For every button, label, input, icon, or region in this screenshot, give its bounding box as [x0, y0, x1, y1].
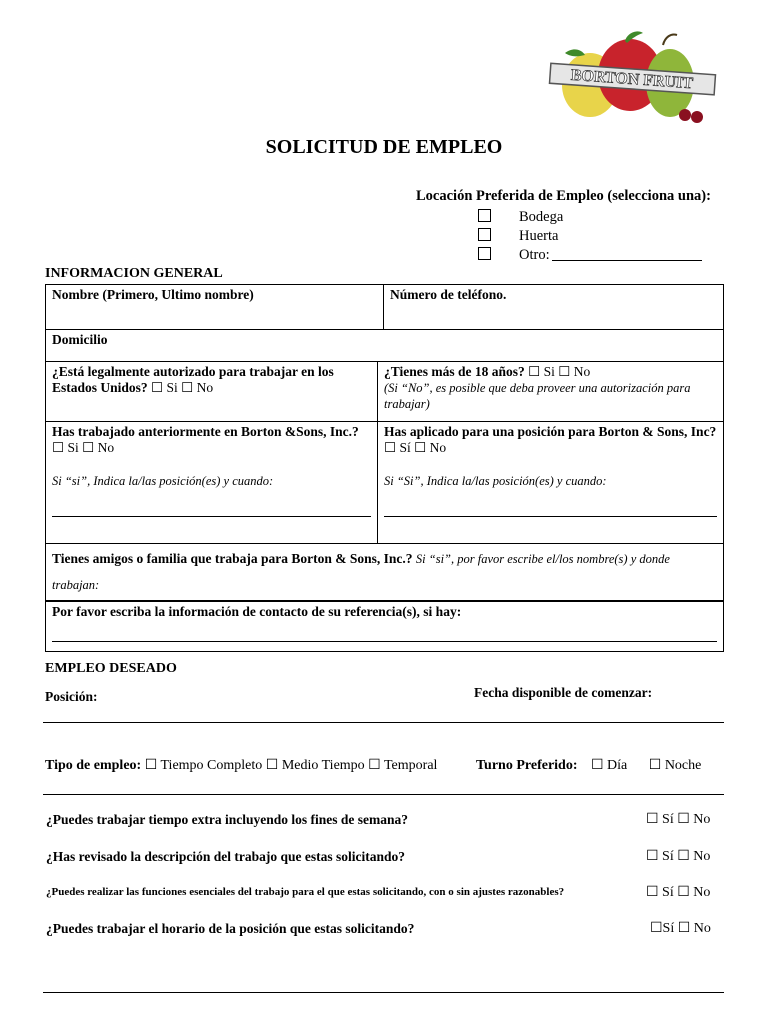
- bottom-divider: [43, 992, 724, 993]
- name-label: Nombre (Primero, Ultimo nombre): [52, 287, 254, 302]
- worked-options[interactable]: ☐ Si ☐ No: [52, 440, 115, 455]
- type-options[interactable]: ☐ Tiempo Completo ☐ Medio Tiempo ☐ Temporal: [144, 758, 438, 773]
- question-schedule: ¿Puedes trabajar el horario de la posición que estas solicitando?: [46, 921, 415, 936]
- answer-essential-functions[interactable]: ☐ Sí ☐ No: [646, 885, 711, 900]
- position-line[interactable]: [43, 722, 724, 723]
- question-overtime: ¿Puedes trabajar tiempo extra incluyendo los fines de semana?: [46, 812, 408, 827]
- worked-cell: [46, 422, 378, 544]
- logo-text: BORTON FRUIT: [570, 66, 694, 93]
- employment-heading: EMPLEO DESEADO: [45, 661, 177, 676]
- checkbox[interactable]: [478, 228, 491, 241]
- location-title: Locación Preferida de Empleo (selecciona una):: [416, 188, 711, 204]
- shift-row: [476, 757, 701, 774]
- checkbox[interactable]: [478, 209, 491, 222]
- age-note: (Si “No”, es posible que deba proveer una autorización para trabajar): [384, 381, 691, 411]
- location-option-huerta[interactable]: [478, 228, 558, 245]
- age-question: ¿Tienes más de 18 años?: [384, 364, 525, 379]
- type-label: Tipo de empleo:: [45, 758, 142, 773]
- worked-note: Si “si”, Indica la/las posición(es) y cuando:: [52, 474, 274, 488]
- address-label: Domicilio: [52, 332, 108, 347]
- reference-question: Por favor escriba la información de contacto de su referencia(s), si hay:: [52, 604, 462, 619]
- option-label: Bodega: [519, 209, 564, 225]
- age-cell: [378, 362, 724, 422]
- general-info-table: [45, 284, 724, 652]
- general-heading: INFORMACION GENERAL: [45, 266, 223, 281]
- answer-overtime[interactable]: ☐ Sí ☐ No: [646, 812, 711, 827]
- employment-type-row: [45, 757, 437, 774]
- name-field[interactable]: [46, 285, 384, 330]
- question-essential-functions: ¿Puedes realizar las funciones esenciales del trabajo para el que estas solicitando, con o sin ajustes razonables?: [46, 886, 565, 898]
- checkbox[interactable]: [478, 247, 491, 260]
- age-options[interactable]: ☐ Si ☐ No: [528, 364, 591, 379]
- position-label: Posición:: [45, 689, 98, 704]
- friends-question: Tienes amigos o familia que trabaja para Borton & Sons, Inc.?: [52, 551, 413, 566]
- option-label: Otro:: [519, 247, 550, 263]
- applied-note: Si “Si”, Indica la/las posición(es) y cuando:: [384, 474, 607, 488]
- page-title: SOLICITUD DE EMPLEO: [265, 136, 503, 158]
- option-label: Huerta: [519, 228, 559, 244]
- shift-label: Turno Preferido:: [476, 758, 578, 773]
- phone-field[interactable]: [384, 285, 724, 330]
- borton-fruit-logo: [545, 25, 720, 125]
- divider: [43, 794, 724, 795]
- answer-job-description[interactable]: ☐ Sí ☐ No: [646, 849, 711, 864]
- authorized-options[interactable]: ☐ Si ☐ No: [151, 380, 214, 395]
- authorized-cell: [46, 362, 378, 422]
- shift-night-option[interactable]: ☐ Noche: [648, 758, 702, 773]
- worked-question: Has trabajado anteriormente en Borton &Sons, Inc.?: [52, 424, 359, 439]
- shift-day-option[interactable]: ☐ Día: [591, 758, 628, 773]
- applied-question: Has aplicado para una posición para Borton & Sons, Inc?: [384, 424, 717, 439]
- answer-schedule[interactable]: ☐Sí ☐ No: [650, 921, 711, 936]
- location-option-bodega[interactable]: [478, 209, 563, 226]
- reference-answer-line[interactable]: [52, 640, 717, 642]
- applied-answer-line[interactable]: [384, 515, 717, 517]
- authorized-question: ¿Está legalmente autorizado para trabajar en los Estados Unidos?: [52, 364, 334, 395]
- worked-answer-line[interactable]: [52, 515, 371, 517]
- start-date-label: Fecha disponible de comenzar:: [474, 685, 653, 700]
- friends-note: Si “si”, por favor escribe el/los nombre(s) y donde trabajan:: [52, 552, 670, 592]
- applied-options[interactable]: ☐ Sí ☐ No: [384, 440, 447, 455]
- location-option-otro[interactable]: [478, 247, 702, 264]
- address-field[interactable]: [46, 330, 724, 362]
- applied-cell: [378, 422, 724, 544]
- phone-label: Número de teléfono.: [390, 287, 507, 302]
- reference-cell[interactable]: [46, 601, 724, 651]
- friends-cell[interactable]: [46, 544, 724, 602]
- otro-field[interactable]: [552, 260, 702, 261]
- question-job-description: ¿Has revisado la descripción del trabajo que estas solicitando?: [46, 849, 406, 864]
